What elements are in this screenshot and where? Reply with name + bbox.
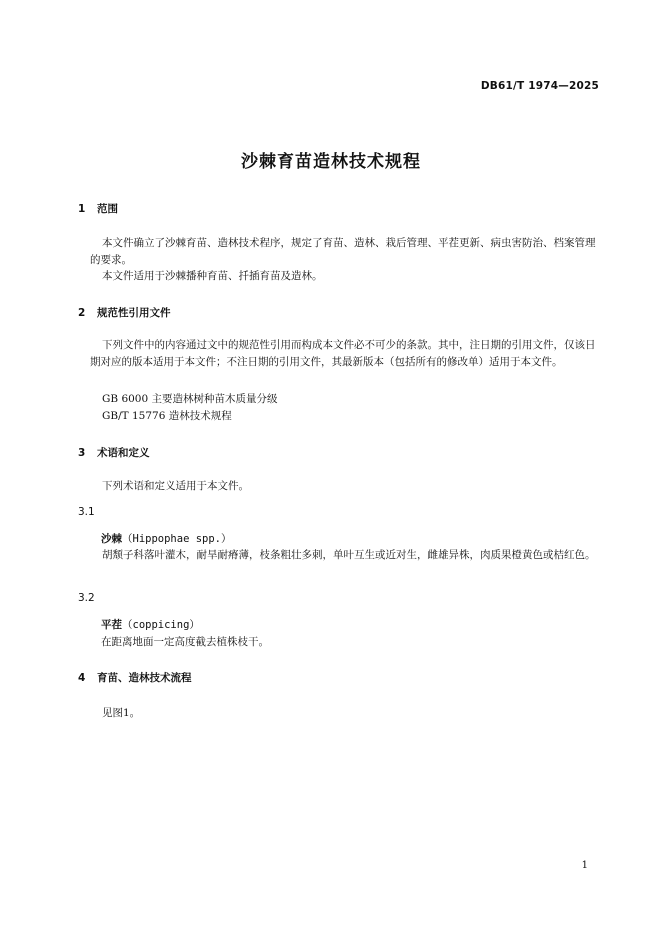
section-2-paragraph-1: 下列文件中的内容通过文中的规范性引用而构成本文件必不可少的条款。其中，注日期的引用文件，仅该日期对应的版本适用于本文件；不注日期的引用文件，其最新版本（包括所有的修改单）适用于本文件。 [90, 339, 596, 368]
section-title: 术语和定义 [97, 447, 150, 459]
section-title: 范围 [97, 203, 118, 215]
term-name: 平茬 [101, 619, 122, 631]
section-3-heading [78, 445, 150, 460]
term-definition: 胡颓子科落叶灌木，耐旱耐瘠薄，枝条粗壮多刺，单叶互生或近对生，雌雄异株，肉质果橙黄色或桔红色。 [102, 549, 596, 561]
page-number: 1 [581, 860, 588, 871]
section-number: 3 [78, 447, 86, 459]
section-number: 2 [78, 307, 86, 319]
term-latin-name: （Hippophae spp.） [122, 533, 232, 545]
term-definition: 在距离地面一定高度截去植株枝干。 [101, 636, 269, 648]
document-title: 沙棘育苗造林技术规程 [241, 152, 421, 172]
section-title: 育苗、造林技术流程 [97, 672, 192, 684]
section-2-heading [78, 305, 171, 320]
term-english-name: （coppicing） [122, 619, 200, 631]
document-id: DB61/T 1974—2025 [480, 80, 599, 92]
section-1-paragraph-2: 本文件适用于沙棘播种育苗、扦插育苗及造林。 [102, 270, 323, 282]
reference-item: GB 6000 主要造林树种苗木质量分级 [102, 393, 278, 405]
section-4-paragraph-1: 见图1。 [102, 707, 141, 719]
section-number: 4 [78, 672, 86, 684]
section-4-heading [78, 670, 192, 685]
section-1-heading [78, 201, 118, 216]
term-name: 沙棘 [101, 533, 122, 545]
section-3-paragraph-1: 下列术语和定义适用于本文件。 [102, 480, 249, 492]
reference-item: GB/T 15776 造林技术规程 [102, 410, 232, 422]
section-1-paragraph-1: 本文件确立了沙棘育苗、造林技术程序，规定了育苗、造林、栽后管理、平茬更新、病虫害防治、档案管理的要求。 [90, 237, 596, 266]
term-number: 3.2 [78, 592, 95, 604]
section-title: 规范性引用文件 [97, 307, 171, 319]
term-heading [101, 617, 200, 632]
section-number: 1 [78, 203, 86, 215]
term-heading [101, 531, 232, 546]
term-number: 3.1 [78, 506, 95, 518]
